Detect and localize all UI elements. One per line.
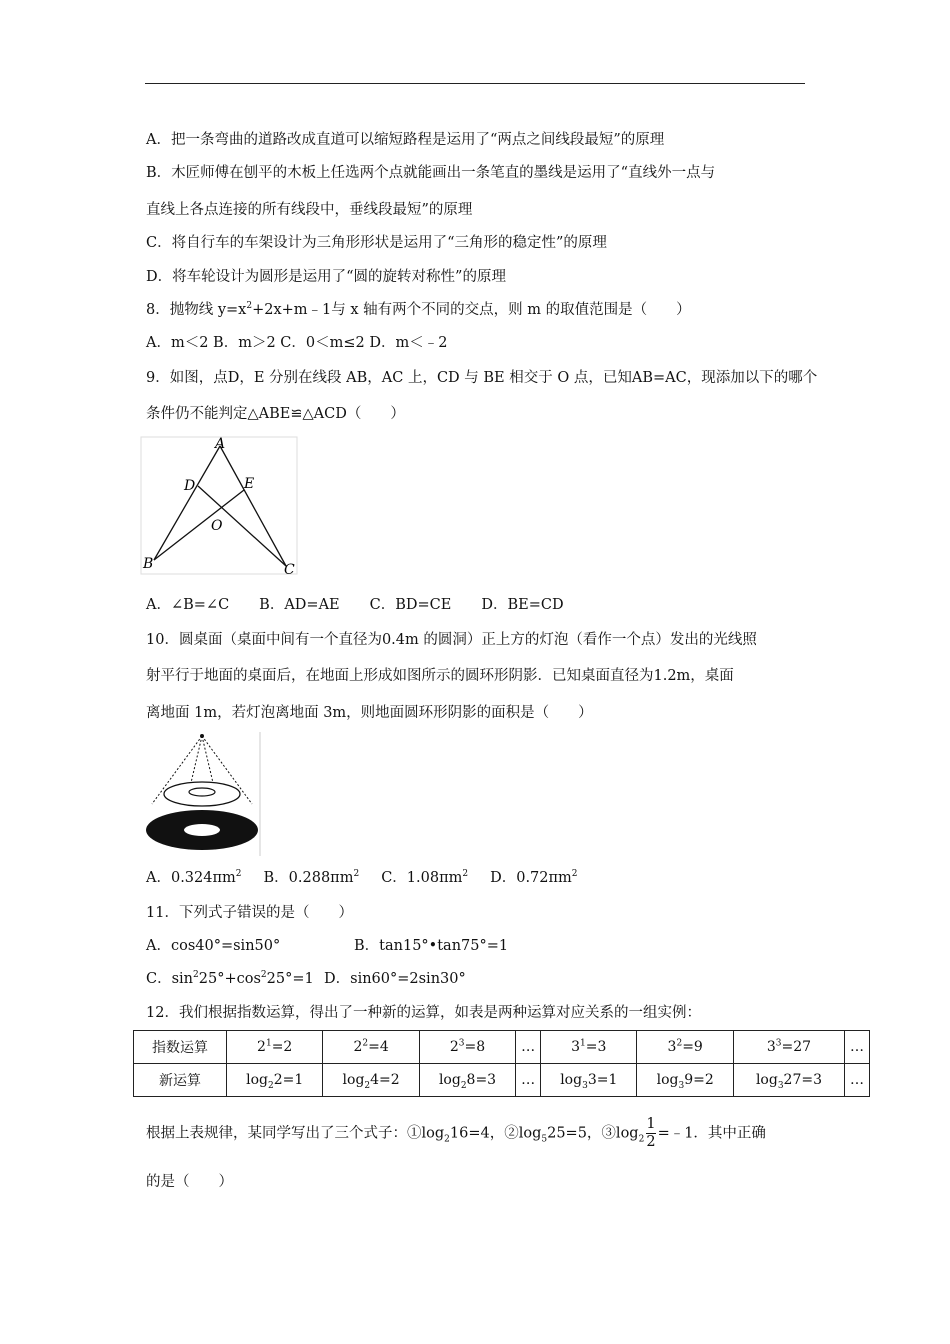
q11-options-ab (146, 934, 508, 955)
table-cell: $2^3=8$ (419, 1031, 515, 1064)
table-row-new-operation (134, 1064, 870, 1097)
q9-stem-line2: 条件仍不能判定△ABE≌△ACD（ ） (146, 406, 405, 422)
q9-option-a: A．∠B=∠C (146, 597, 230, 613)
label-b: B (143, 556, 154, 572)
q11-option-c: C．$\sin^225^\circ+\cos^225^\circ=1$ (146, 970, 314, 987)
q9-stem-line1: 9．如图，点D，E 分别在线段 AB，AC 上，CD 与 BE 相交于 O 点，已知AB=AC，现添加以下的哪个 (146, 370, 818, 386)
q10-stem-line2: 射平行于地面的桌面后，在地面上形成如图所示的圆环形阴影．已知桌面直径为1.2m，桌面 (146, 668, 734, 684)
table-cell: $\log_24=2$ (323, 1064, 419, 1097)
q8-stem: 8．抛物线 $y=x^2+2x+m﹣1$与 x 轴有两个不同的交点，则 m 的取值范围是（ ） (146, 301, 691, 318)
table-cell: $3^2=9$ (637, 1031, 733, 1064)
q9-option-d: D．BE=CD (481, 597, 564, 613)
label-d: D (184, 478, 196, 494)
table-cell: $3^3=27$ (733, 1031, 844, 1064)
header-rule (145, 83, 805, 84)
q9-option-b: B．AD=AE (259, 597, 340, 613)
table-cell: $2^1=2$ (227, 1031, 323, 1064)
table-cell: $2^2=4$ (323, 1031, 419, 1064)
q8-options: A．m＜2 B．m＞2 C．0＜m≤2 D．m＜﹣2 (146, 335, 448, 351)
lamp-bulb (200, 734, 204, 738)
label-e: E (244, 476, 255, 492)
q11-option-a: A．cos40°=sin50° (146, 938, 281, 954)
q7-option-b-line1: B．木匠师傅在刨平的木板上任选两个点就能画出一条笔直的墨线是运用了“直线外一点与 (146, 165, 716, 181)
table-cell: $3^1=3$ (541, 1031, 637, 1064)
q10-stem-line3: 离地面 1m，若灯泡离地面 3m，则地面圆环形阴影的面积是（ ） (146, 705, 593, 721)
q11-option-b: B．tan15°•tan75°=1 (354, 938, 509, 954)
row-head-exponent: 指数运算 (134, 1031, 227, 1064)
q11-option-d: D．sin60°=2sin30° (324, 971, 466, 987)
q12-stem: 12．我们根据指数运算，得出了一种新的运算，如表是两种运算对应关系的一组实例： (146, 1005, 701, 1021)
segment-ac (220, 446, 286, 566)
q10-option-c: C．$1.08\pi m^2$ (381, 869, 469, 886)
q9-triangle-figure (140, 436, 300, 578)
q12-answer-prompt: 的是（ ） (146, 1174, 233, 1190)
q11-options-cd (146, 967, 466, 988)
q11-stem: 11．下列式子错误的是（ ） (146, 905, 353, 921)
table-cell: … (516, 1031, 541, 1064)
table-hole (189, 788, 215, 796)
table-cell: $\log_39=2$ (637, 1064, 733, 1097)
table-row-exponent (134, 1031, 870, 1064)
q7-option-d: D．将车轮设计为圆形是运用了“圆的旋转对称性”的原理 (146, 269, 506, 285)
row-head-new: 新运算 (134, 1064, 227, 1097)
table-cell: $\log_28=3$ (419, 1064, 515, 1097)
q10-option-b: B．$0.288\pi m^2$ (263, 869, 360, 886)
q10-stem-line1: 10．圆桌面（桌面中间有一个直径为0.4m 的圆洞）正上方的灯泡（看作一个点）发出的光线照 (146, 632, 757, 648)
table-cell: … (845, 1064, 870, 1097)
q10-options (146, 866, 608, 887)
label-c: C (284, 562, 295, 578)
table-cell: … (845, 1031, 870, 1064)
q12-followup: 根据上表规律，某同学写出了三个式子：$①\log_216=4$，$②\log_525=5$，$③\log_2$ $\frac{1}{2}$ =﹣1．其中正确 (146, 1116, 766, 1150)
q7-option-b-line2: 直线上各点连接的所有线段中，垂线段最短”的原理 (146, 202, 473, 218)
label-a: A (215, 436, 226, 452)
q10-option-d: D．$0.72\pi m^2$ (490, 869, 578, 886)
operations-table (133, 1030, 870, 1097)
q7-option-a: A．把一条弯曲的道路改成直道可以缩短路程是运用了“两点之间线段最短”的原理 (146, 132, 665, 148)
table-cell: $\log_22=1$ (227, 1064, 323, 1097)
label-o: O (211, 518, 223, 534)
q10-option-a: A．$0.324\pi m^2$ (146, 869, 242, 886)
q9-option-c: C．BD=CE (369, 597, 452, 613)
ground-shadow-hole (184, 824, 220, 836)
segment-ab (154, 446, 220, 560)
table-cell: … (516, 1064, 541, 1097)
q7-option-c: C．将自行车的车架设计为三角形形状是运用了“三角形的稳定性”的原理 (146, 235, 607, 251)
q10-lamp-shadow-figure (140, 730, 264, 858)
segment-be (154, 490, 244, 560)
table-cell: $\log_33=1$ (541, 1064, 637, 1097)
q9-options (146, 593, 594, 614)
table-cell: $\log_327=3$ (733, 1064, 844, 1097)
fraction-one-half: $\frac{1}{2}$ (646, 1116, 656, 1150)
